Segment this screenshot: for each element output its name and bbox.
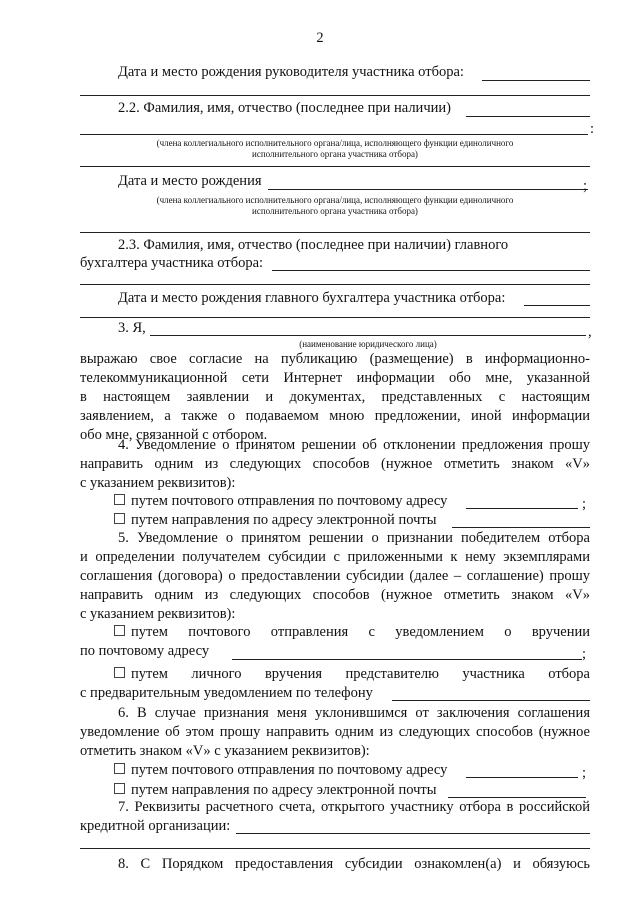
page-number: 2: [316, 30, 324, 46]
caption-member2-line1: (члена коллегиального исполнительного органа/лица, исполняющего функции единоличного: [156, 195, 514, 205]
fio-accountant-field-line2[interactable]: [80, 284, 590, 285]
comma: ,: [588, 324, 592, 340]
birth-accountant-label: Дата и место рождения главного бухгалтера участника отбора:: [118, 290, 506, 306]
fio-accountant-field[interactable]: [272, 270, 590, 271]
birth-head-field-line2[interactable]: [80, 95, 590, 96]
fio-accountant-line2: бухгалтера участника отбора:: [80, 255, 264, 271]
bank-account-field-line2[interactable]: [80, 848, 590, 849]
semicolon: ;: [582, 765, 587, 781]
birth-member-field[interactable]: [268, 189, 588, 190]
fio-member-label: 2.2. Фамилия, имя, отчество (последнее при наличии): [118, 100, 451, 116]
s5-option-post[interactable]: [114, 624, 590, 641]
section6-line3: отметить знаком «V» с указанием реквизитов):: [80, 743, 370, 759]
section4-line3: с указанием реквизитов):: [80, 475, 236, 491]
birth-head-label: Дата и место рождения руководителя участника отбора:: [118, 64, 464, 80]
section5-line2: и определении получателем субсидии с приложенными к нему экземплярами: [80, 549, 590, 565]
birth-accountant-field-line2[interactable]: [80, 317, 590, 318]
s5-option-post-label: путем почтового отправления с уведомлением о вручении: [131, 624, 590, 640]
birth-accountant-field[interactable]: [524, 305, 590, 306]
s5-option-personal-line2: с предварительным уведомлением по телефону: [80, 685, 373, 701]
section5-line5: с указанием реквизитов):: [80, 606, 236, 622]
checkbox-icon[interactable]: [114, 783, 125, 794]
s5-option-personal[interactable]: [114, 666, 590, 683]
caption-member2-line2: исполнительного органа участника отбора): [252, 206, 418, 216]
s6-option-email[interactable]: [114, 782, 436, 799]
s4-post-address-field[interactable]: [466, 508, 578, 509]
section5-line3: соглашения (договора) о предоставлении субсидии (далее – соглашение) прошу: [80, 568, 590, 584]
checkbox-icon[interactable]: [114, 667, 125, 678]
caption-member-line1: (члена коллегиального исполнительного органа/лица, исполняющего функции единоличного: [156, 138, 514, 148]
section3-lead: 3. Я,: [118, 320, 146, 336]
checkbox-icon[interactable]: [114, 494, 125, 505]
consent-line4: заявлением, а также о подаваемом мною предложении, иной информации: [80, 408, 590, 424]
separator-line-2: [80, 232, 590, 233]
birth-member-label: Дата и место рождения: [118, 173, 262, 189]
s4-option-post-label: путем почтового отправления по почтовому адресу: [131, 493, 448, 509]
s6-post-address-field[interactable]: [466, 777, 578, 778]
section7-line2: кредитной организации:: [80, 818, 231, 834]
section5-line1: 5. Уведомление о принятом решении о признании победителем отбора: [118, 530, 590, 546]
s6-email-field[interactable]: [448, 797, 586, 798]
consent-line1: выражаю свое согласие на публикацию (размещение) в информационно-: [80, 351, 590, 367]
section6-line1: 6. В случае признания меня уклонившимся от заключения соглашения: [118, 705, 590, 721]
s5-option-post-line2: по почтовому адресу: [80, 643, 210, 659]
s4-option-email[interactable]: [114, 512, 436, 529]
separator-line: [80, 166, 590, 167]
consent-line3: в настоящем заявлении и документах, представленных с настоящим: [80, 389, 590, 405]
semicolon: ;: [582, 496, 587, 512]
s5-option-personal-label: путем личного вручения представителю участника отбора: [131, 666, 590, 682]
s4-option-email-label: путем направления по адресу электронной почты: [131, 512, 437, 528]
s4-option-post[interactable]: [114, 493, 447, 510]
consent-line2: телекоммуникационной сети Интернет информации обо мне, указанной: [80, 370, 590, 386]
section4-line2: направить одним из следующих способов (нужное отметить знаком «V»: [80, 456, 590, 472]
semicolon: ;: [583, 178, 588, 194]
section8-line1: 8. С Порядком предоставления субсидии ознакомлен(а) и обязуюсь: [118, 856, 590, 872]
fio-accountant-line1: 2.3. Фамилия, имя, отчество (последнее при наличии) главного: [118, 237, 509, 253]
caption-member-line2: исполнительного органа участника отбора): [252, 149, 418, 159]
s5-phone-field[interactable]: [392, 700, 590, 701]
s5-post-address-field[interactable]: [232, 659, 582, 660]
colon: :: [590, 121, 595, 137]
s6-option-post[interactable]: [114, 762, 447, 779]
checkbox-icon[interactable]: [114, 763, 125, 774]
section6-line2: уведомление об этом прошу направить одним из следующих способов (нужное: [80, 724, 590, 740]
checkbox-icon[interactable]: [114, 625, 125, 636]
s6-option-email-label: путем направления по адресу электронной почты: [131, 782, 437, 798]
semicolon: ;: [582, 646, 587, 662]
birth-head-field[interactable]: [482, 80, 590, 81]
legal-entity-field[interactable]: [150, 335, 586, 336]
bank-account-field[interactable]: [236, 833, 590, 834]
s4-email-field[interactable]: [452, 527, 590, 528]
fio-member-field-line2[interactable]: [80, 134, 588, 135]
section7-line1: 7. Реквизиты расчетного счета, открытого участнику отбора в российской: [118, 799, 590, 815]
fio-member-field[interactable]: [466, 116, 590, 117]
s6-option-post-label: путем почтового отправления по почтовому адресу: [131, 762, 448, 778]
caption-legal-entity: (наименование юридического лица): [299, 339, 437, 349]
consent-line5: обо мне, связанной с отбором.: [80, 427, 268, 443]
section5-line4: направить одним из следующих способов (нужное отметить знаком «V»: [80, 587, 590, 603]
section4-line1: 4. Уведомление о принятом решении об отклонении предложения прошу: [118, 437, 590, 453]
checkbox-icon[interactable]: [114, 513, 125, 524]
